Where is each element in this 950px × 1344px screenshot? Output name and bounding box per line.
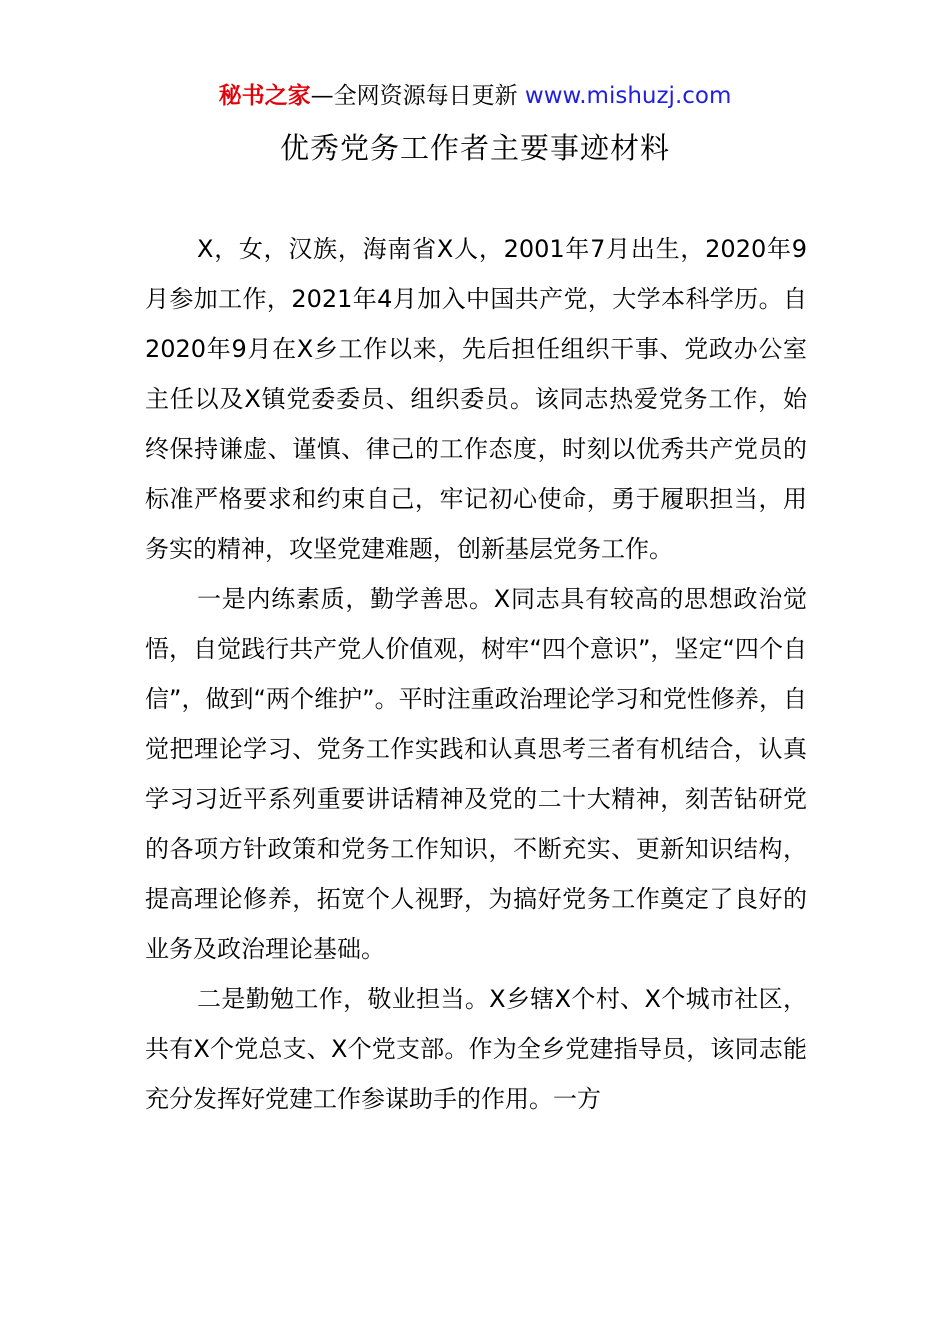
site-brand: 秘书之家 (218, 83, 311, 109)
site-url-link[interactable]: www.mishuzj.com (524, 83, 732, 109)
document-body (145, 224, 807, 1124)
document-title: 优秀党务工作者主要事迹材料 (279, 131, 670, 165)
paragraph-work: 二是勤勉工作，敬业担当。X乡辖X个村、X个城市社区，共有X个党总支、X个党支部。作为全乡党建指导员，该同志能充分发挥好党建工作参谋助手的作用。一方 (145, 985, 807, 1113)
paragraph-intro: X，女，汉族，海南省X人，2001年7月出生，2020年9月参加工作，2021年4月加入中国共产党，大学本科学历。自2020年9月在X乡工作以来，先后担任组织干事、党政办公室主任以及X镇党委委员、组织委员。该同志热爱党务工作，始终保持谦虚、谨慎、律己的工作态度，时刻以优秀共产党员的标准严格要求和约束自己，牢记初心使命，勇于履职担当，用务实的精神，攻坚党建难题，创新基层党务工作。 (145, 235, 807, 563)
site-tagline: —全网资源每日更新 (310, 83, 525, 109)
paragraph-study: 一是内练素质，勤学善思。X同志具有较高的思想政治觉悟，自觉践行共产党人价值观，树牢“四个意识”，坚定“四个自信”，做到“两个维护”。平时注重政治理论学习和党性修养，自觉把理论学习、党务工作实践和认真思考三者有机结合，认真学习习近平系列重要讲话精神及党的二十大精神，刻苦钻研党的各项方针政策和党务工作知识，不断充实、更新知识结构，提高理论修养，拓宽个人视野，为搞好党务工作奠定了良好的业务及政治理论基础。 (145, 585, 807, 963)
site-header (0, 80, 950, 112)
